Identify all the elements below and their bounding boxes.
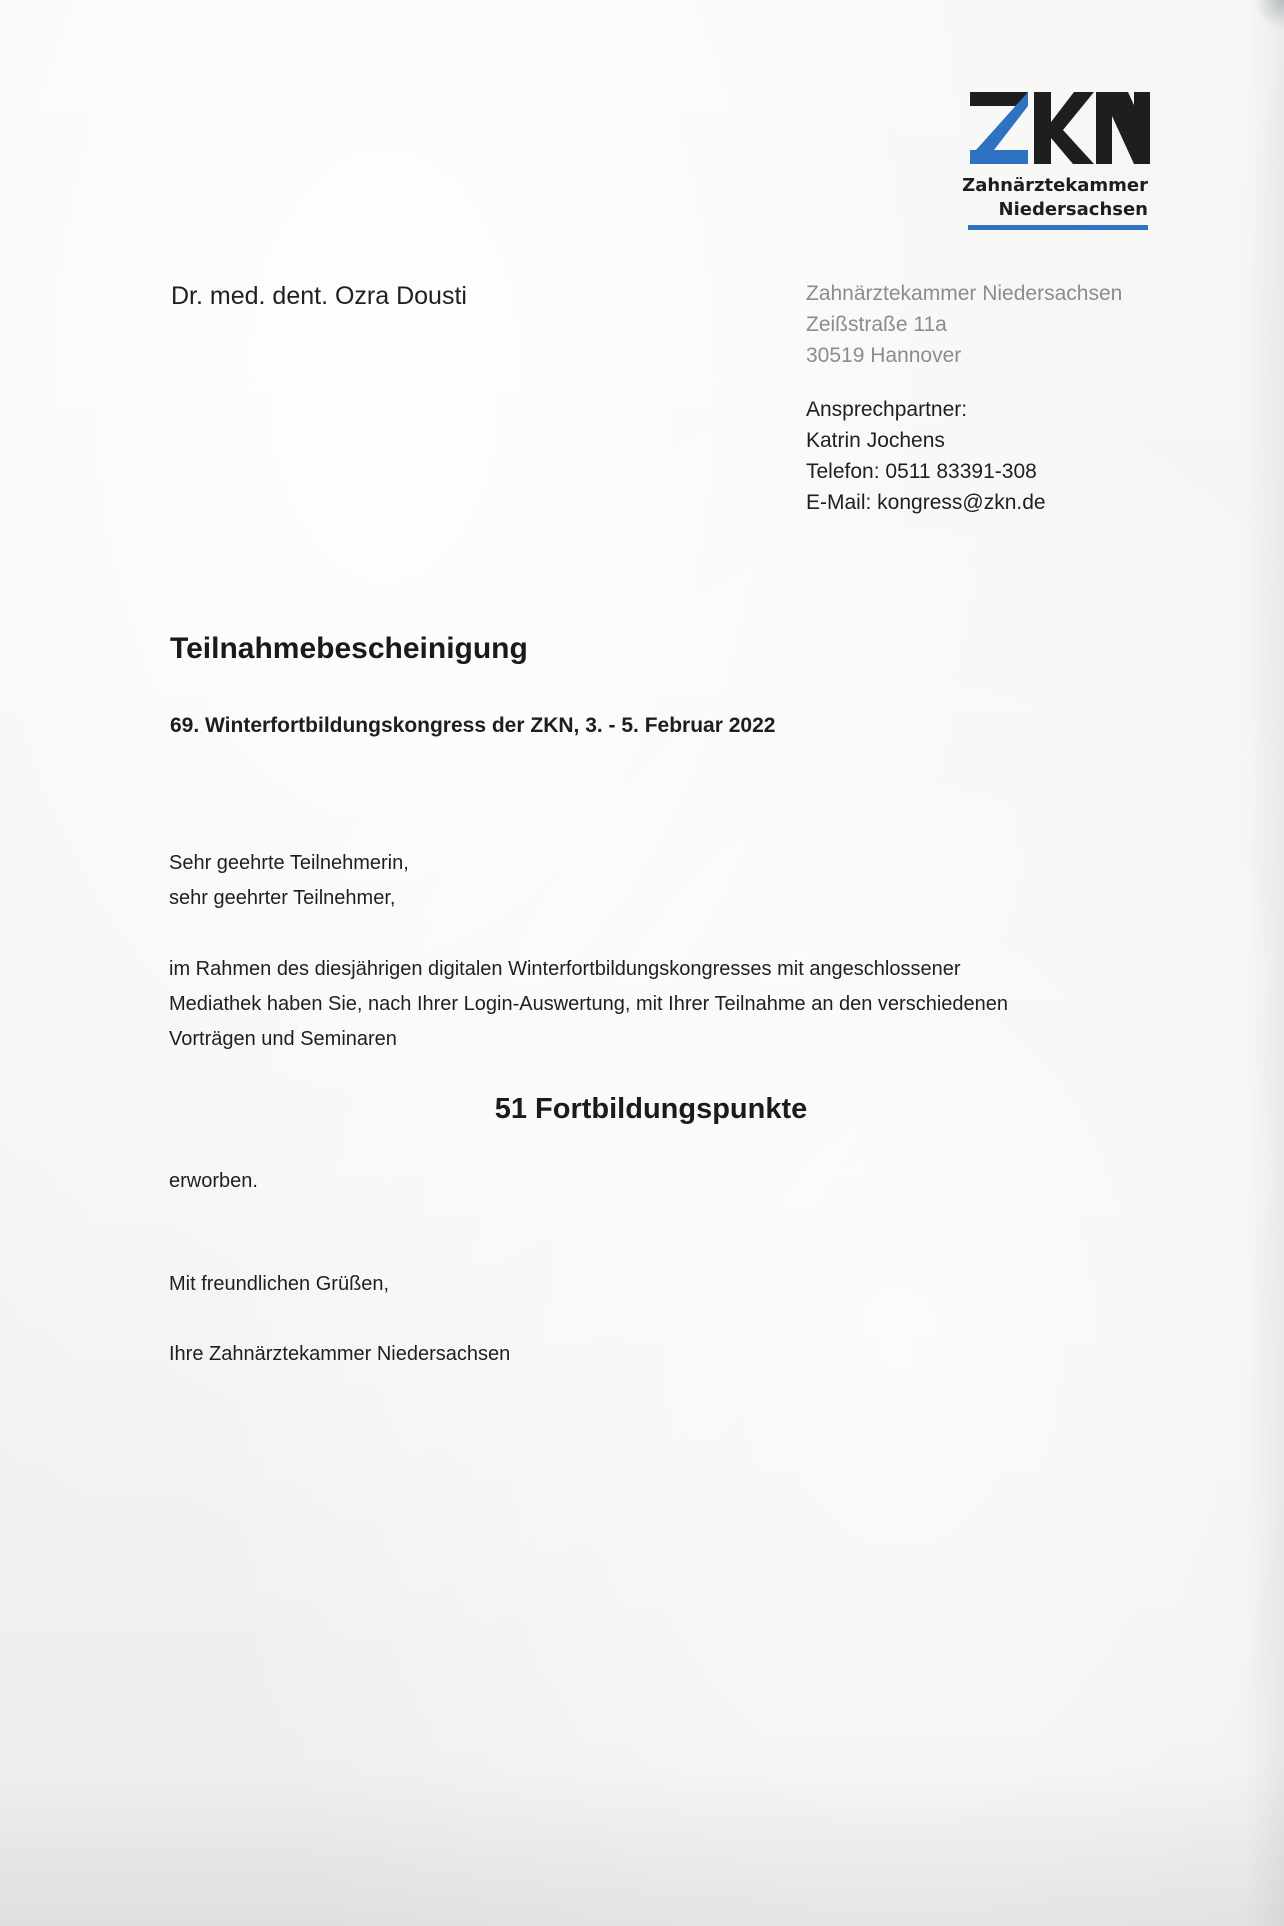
contact-label: Ansprechpartner:	[806, 398, 968, 421]
logo-text-line2: Niedersachsen	[998, 199, 1148, 220]
recipient-name: Dr. med. dent. Ozra Dousti	[171, 282, 467, 310]
paragraph-line3: Vorträgen und Seminaren	[169, 1028, 397, 1050]
page-bottom-shadow	[0, 1766, 1284, 1926]
sender-city: 30519 Hannover	[806, 344, 962, 367]
page-corner-shadow	[1254, 0, 1284, 30]
closing-text: Mit freundlichen Grüßen,	[169, 1273, 390, 1295]
contact-email: E-Mail: kongress@zkn.de	[806, 491, 1046, 514]
signature-text: Ihre Zahnärztekammer Niedersachsen	[169, 1343, 511, 1365]
contact-phone: Telefon: 0511 83391-308	[806, 460, 1037, 483]
zkn-logo-icon	[970, 92, 1150, 164]
contact-person: Katrin Jochens	[806, 429, 945, 452]
logo-text-line1: Zahnärztekammer	[962, 175, 1148, 196]
sender-address	[806, 278, 1122, 371]
body-paragraph	[169, 952, 1109, 1057]
sender-street: Zeißstraße 11a	[806, 313, 947, 336]
salutation-line2: sehr geehrter Teilnehmer,	[169, 887, 396, 909]
logo-underline	[968, 225, 1148, 230]
logo-text	[962, 174, 1148, 222]
salutation-line1: Sehr geehrte Teilnehmerin,	[169, 852, 409, 874]
contact-block	[806, 394, 1046, 518]
sender-name: Zahnärztekammer Niedersachsen	[806, 282, 1123, 305]
zkn-logo	[960, 92, 1150, 232]
page-edge-shadow	[1244, 0, 1284, 1926]
points-heading: 51 Fortbildungspunkte	[494, 1093, 808, 1125]
document-subtitle: 69. Winterfortbildungskongress der ZKN, 3. - 5. Februar 2022	[170, 714, 776, 737]
paragraph-line1: im Rahmen des diesjährigen digitalen Winterfortbildungskongresses mit angeschlossener	[169, 958, 961, 980]
paragraph-line2: Mediathek haben Sie, nach Ihrer Login-Auswertung, mit Ihrer Teilnahme an den verschiedenen	[169, 993, 1009, 1015]
earned-text: erworben.	[169, 1170, 258, 1192]
document-title: Teilnahmebescheinigung	[170, 632, 528, 665]
salutation	[169, 846, 409, 916]
